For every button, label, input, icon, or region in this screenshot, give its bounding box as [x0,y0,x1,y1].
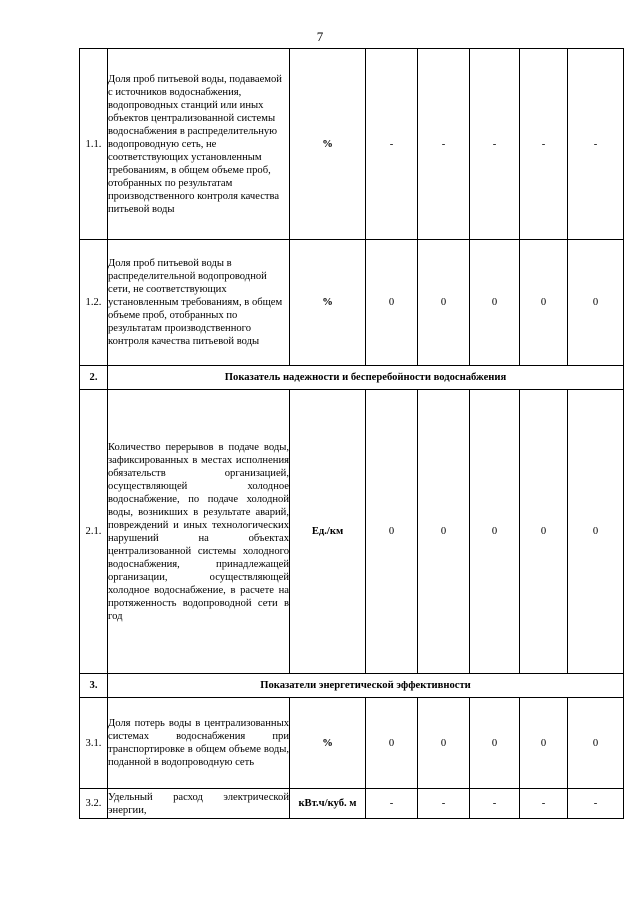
section-row [80,674,624,698]
value-cell: 0 [520,698,568,789]
value-cell: - [520,49,568,240]
value-cell: - [568,49,624,240]
table-row [80,789,624,819]
section-number: 2. [80,366,108,390]
unit-cell: % [290,698,366,789]
row-number: 3.1. [80,698,108,789]
value-cell: - [568,789,624,819]
indicator-name: Доля потерь воды в централизованных системах водоснабжения при транспортировке в общем объеме воды, поданной в водопроводную сеть [108,698,290,789]
value-cell: 0 [568,240,624,366]
value-cell: - [366,49,418,240]
value-cell: 0 [568,390,624,674]
row-number: 1.1. [80,49,108,240]
value-cell: 0 [568,698,624,789]
table-row [80,390,624,674]
value-cell: 0 [418,698,470,789]
unit-cell: Ед./км [290,390,366,674]
table-row [80,49,624,240]
section-number: 3. [80,674,108,698]
value-cell: 0 [520,240,568,366]
value-cell: - [418,49,470,240]
section-row [80,366,624,390]
indicator-name: Доля проб питьевой воды, подаваемой с источников водоснабжения, водопроводных станций или иных объектов централизованной системы водоснабжения в распределительную водопроводную сеть, не соответствующих установленным требованиям, в общем объеме проб, отобранных по результатам производственного контроля качества питьевой воды [108,49,290,240]
indicators-table [79,48,624,819]
value-cell: 0 [418,390,470,674]
value-cell: 0 [366,240,418,366]
value-cell: - [520,789,568,819]
page-number: 7 [316,29,324,44]
value-cell: 0 [366,390,418,674]
table-row [80,240,624,366]
section-title: Показатель надежности и бесперебойности водоснабжения [108,366,624,390]
value-cell: 0 [418,240,470,366]
indicator-name: Доля проб питьевой воды в распределительной водопроводной сети, не соответствующих установленным требованиям, в общем объеме проб, отобранных по результатам производственного контроля качества питьевой воды [108,240,290,366]
value-cell: - [418,789,470,819]
table-row [80,698,624,789]
value-cell: 0 [470,698,520,789]
row-number: 3.2. [80,789,108,819]
value-cell: 0 [520,390,568,674]
indicator-name: Удельный расход электрической энергии, [108,789,290,819]
row-number: 2.1. [80,390,108,674]
value-cell: 0 [470,240,520,366]
unit-cell: % [290,240,366,366]
row-number: 1.2. [80,240,108,366]
value-cell: 0 [366,698,418,789]
value-cell: 0 [470,390,520,674]
value-cell: - [470,789,520,819]
unit-cell: % [290,49,366,240]
indicator-name: Количество перерывов в подаче воды, зафиксированных в местах исполнения обязательств организацией, осуществляющей холодное водоснабжение, по подаче холодной воды, возникших в результате аварий, повреждений и иных технологических нарушений на объектах централизованной системы холодного водоснабжения, принадлежащей организации, осуществляющей холодное водоснабжение, в расчете на протяженность водопроводной сети в год [108,390,290,674]
value-cell: - [470,49,520,240]
section-title: Показатели энергетической эффективности [108,674,624,698]
unit-cell: кВт.ч/куб. м [290,789,366,819]
value-cell: - [366,789,418,819]
